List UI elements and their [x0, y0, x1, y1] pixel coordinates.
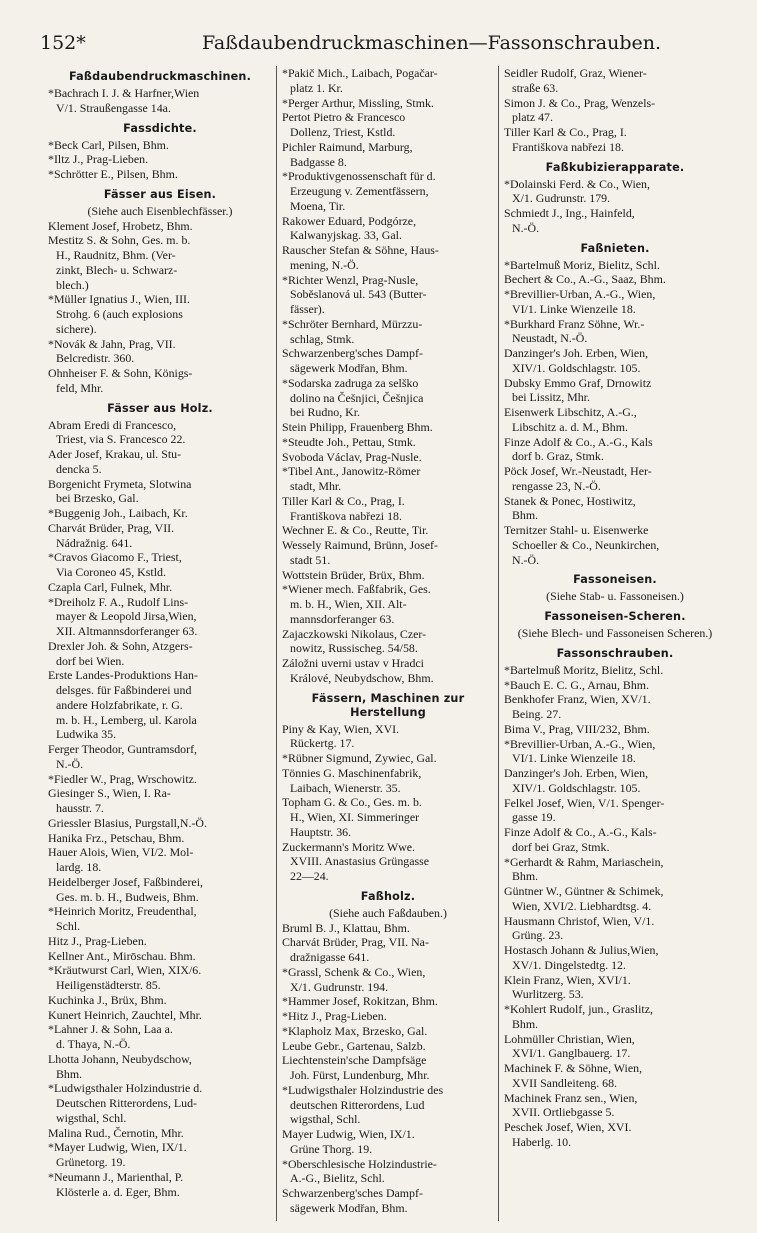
section-note: (Siehe auch Faßdauben.)	[329, 905, 447, 920]
directory-entry-line: Hauer Alois, Wien, VI/2. Mol-	[48, 845, 194, 860]
directory-entry-line: *Ludwigsthaler Holzindustrie d.	[48, 1081, 203, 1096]
directory-entry-line: *Steudte Joh., Pettau, Stmk.	[282, 434, 416, 449]
directory-entry-line: Zuckermann's Moritz Wwe.	[282, 839, 416, 854]
directory-entry-line: Pöck Josef, Wr.-Neustadt, Her-	[504, 464, 652, 478]
directory-entry-line: Stanek & Ponec, Hostiwitz,	[504, 493, 636, 508]
directory-entry-line: Belcredistr. 360.	[56, 351, 135, 366]
directory-entry-line: delsges. für Faßbinderei und	[56, 683, 192, 697]
directory-entry-line: Bruml B. J., Klattau, Bhm.	[282, 920, 410, 935]
section-heading: Faßnieten.	[580, 241, 650, 255]
directory-entry-line: d. Thaya, N.-Ö.	[56, 1037, 131, 1051]
directory-entry-line: *Grassl, Schenk & Co., Wien,	[282, 964, 426, 979]
directory-entry-line: bei Brzesko, Gal.	[56, 491, 139, 506]
directory-entry-line: sichere).	[56, 321, 97, 336]
directory-entry-line: Finze Adolf & Co., A.-G., Kals-	[504, 825, 657, 839]
directory-entry-line: Soběslanová ul. 543 (Butter-	[290, 287, 427, 302]
directory-entry-line: XIV/1. Goldschlagstr. 105.	[512, 780, 641, 795]
directory-entry-line: *Oberschlesische Holzindustrie-	[282, 1156, 437, 1171]
directory-entry-line: Schmiedt J., Ing., Hainfeld,	[504, 206, 635, 220]
directory-entry-line: rengasse 23, N.-Ö.	[512, 478, 601, 493]
directory-entry-line: *Tibel Ant., Janowitz-Römer	[282, 464, 421, 479]
directory-entry-line: *Brevillier-Urban, A.-G., Wien,	[504, 736, 656, 751]
directory-entry-line: straße 63.	[512, 80, 559, 95]
directory-entry-line: *Müller Ignatius J., Wien, III.	[48, 292, 190, 307]
directory-entry-line: Erste Landes-Produktions Han-	[48, 668, 198, 683]
directory-entry-line: Wurlitzerg. 53.	[512, 987, 584, 1002]
directory-entry-line: Danzinger's Joh. Erben, Wien,	[504, 346, 649, 360]
directory-entry-line: XVII. Ortliebgasse 5.	[512, 1105, 615, 1120]
page-header	[40, 32, 730, 62]
directory-entry-line: Schwarzenberg'sches Dampf-	[282, 1186, 423, 1200]
directory-entry-line: Rauscher Stefan & Söhne, Haus-	[282, 243, 439, 257]
directory-entry-line: Badgasse 8.	[290, 154, 347, 169]
directory-entry-line: *Novák & Jahn, Prag, VII.	[48, 336, 176, 351]
directory-entry-line: mayer & Leopold Jirsa,Wien,	[56, 609, 197, 624]
directory-entry-line: *Produktivgenossenschaft für d.	[282, 169, 436, 184]
directory-entry-line: *Perger Arthur, Missling, Stmk.	[282, 95, 434, 110]
column-2	[276, 66, 498, 1221]
directory-entry-line: Klösterle a. d. Eger, Bhm.	[56, 1184, 180, 1199]
directory-entry-line: *Bartelmuß Moriz, Bielitz, Schl.	[504, 257, 660, 272]
directory-entry-line: stadt, Mhr.	[290, 479, 342, 493]
directory-entry-line: *Bartelmuß Moritz, Bielitz, Schl.	[504, 662, 664, 677]
directory-entry-line: Abram Eredi di Francesco,	[48, 417, 177, 432]
directory-entry-line: Griessler Blasius, Purgstall,N.-Ö.	[48, 815, 207, 830]
section-heading: Fässern, Maschinen zur Herstellung	[311, 691, 465, 719]
directory-entry-line: *Rübner Sigmund, Zywiec, Gal.	[282, 751, 437, 765]
directory-entry-line: Giesinger S., Wien, I. Ra-	[48, 786, 171, 801]
directory-entry-line: *Dolainski Ferd. & Co., Wien,	[504, 176, 650, 191]
directory-entry-line: Františkova nabřezi 18.	[290, 508, 402, 523]
directory-entry-line: XII. Altmannsdorferanger 63.	[56, 624, 198, 638]
directory-entry-line: Králové, Neubydschow, Bhm.	[290, 670, 434, 685]
directory-entry-line: dencka 5.	[56, 461, 102, 476]
directory-entry-line: *Hitz J., Prag-Lieben.	[282, 1009, 387, 1023]
directory-entry-line: Czapla Carl, Fulnek, Mhr.	[48, 579, 173, 594]
directory-entry-line: fässer).	[290, 302, 325, 316]
directory-entry-line: Stein Philipp, Frauenberg Bhm.	[282, 420, 433, 434]
section-heading: Fassoneisen-Scheren.	[544, 610, 686, 623]
directory-entry-line: Záložni uverni ustav v Hradci	[282, 656, 424, 670]
directory-entry-line: Tönnies G. Maschinenfabrik,	[282, 765, 422, 780]
directory-entry-line: Pertot Pietro & Francesco	[282, 110, 406, 125]
directory-entry-line: Via Coroneo 45, Kstld.	[56, 565, 166, 579]
directory-entry-line: Bhm.	[512, 1016, 539, 1031]
directory-entry-line: Schoeller & Co., Neunkirchen,	[512, 537, 660, 552]
directory-entry-line: *Buggenig Joh., Laibach, Kr.	[48, 506, 188, 520]
directory-entry-line: Heidelberger Josef, Faßbinderei,	[48, 874, 203, 889]
directory-entry-line: Pichler Raimund, Marburg,	[282, 139, 413, 154]
directory-entry-line: dolino na Češnjici, Češnjica	[290, 390, 424, 405]
directory-entry-line: *Kräutwurst Carl, Wien, XIX/6.	[48, 963, 202, 978]
directory-entry-line: Wottstein Brüder, Brüx, Bhm.	[282, 567, 425, 582]
directory-entry-line: *Dreiholz F. A., Rudolf Lins-	[48, 594, 189, 609]
directory-entry-line: *Kohlert Rudolf, jun., Graslitz,	[504, 1002, 653, 1016]
directory-entry-line: m. b. H., Lemberg, ul. Karola	[56, 712, 197, 727]
directory-entry-line: Klein Franz, Wien, XVI/1.	[504, 972, 631, 987]
section-heading: Faßholz.	[360, 889, 416, 903]
directory-entry-line: Ohnheiser F. & Sohn, Königs-	[48, 366, 193, 380]
column-3	[498, 66, 730, 1221]
directory-entry-line: Peschek Josef, Wien, XVI.	[504, 1120, 632, 1134]
directory-entry-line: X/1. Gudrunstr. 194.	[290, 979, 389, 994]
directory-entry-line: feld, Mhr.	[56, 380, 104, 395]
directory-entry-line: *Neumann J., Marienthal, P.	[48, 1169, 184, 1184]
directory-entry-line: Seidler Rudolf, Graz, Wiener-	[504, 66, 647, 80]
directory-entry-line: *Bachrach I. J. & Harfner,Wien	[48, 86, 200, 100]
directory-entry-line: Lhotta Johann, Neubydschow,	[48, 1051, 192, 1066]
directory-entry-line: *Lahner J. & Sohn, Laa a.	[48, 1022, 173, 1037]
directory-entry-line: N.-Ö.	[56, 756, 84, 771]
directory-entry-line: Hanika Frz., Petschau, Bhm.	[48, 830, 185, 845]
page-number: 152*	[40, 32, 86, 54]
directory-entry-line: *Fiedler W., Prag, Wrschowitz.	[48, 771, 197, 786]
directory-entry-line: Malina Rud., Černotin, Mhr.	[48, 1125, 184, 1140]
directory-entry-line: dražnigasse 641.	[290, 950, 370, 964]
directory-entry-line: XVII Sandleiteng. 68.	[512, 1075, 618, 1090]
directory-entry-line: Lohmüller Christian, Wien,	[504, 1031, 635, 1046]
directory-entry-line: H., Raudnitz, Bhm. (Ver-	[56, 248, 176, 262]
running-title: Faßdaubendruckmaschinen—Fassonschrauben.	[202, 32, 662, 54]
directory-entry-line: Machinek Franz sen., Wien,	[504, 1090, 638, 1105]
directory-entry-line: Dollenz, Triest, Kstld.	[290, 125, 396, 139]
directory-entry-line: Drexler Joh. & Sohn, Atzgers-	[48, 638, 193, 653]
column-1	[44, 66, 276, 1221]
directory-entry-line: 22—24.	[290, 869, 329, 883]
directory-entry-line: lardg. 18.	[56, 860, 102, 874]
directory-entry-line: Hostasch Johann & Julius,Wien,	[504, 943, 659, 957]
section-heading: Fassoneisen.	[573, 573, 657, 587]
directory-entry-line: Charvát Brüder, Prag, VII.	[48, 520, 175, 535]
directory-entry-line: Haberlg. 10.	[512, 1134, 572, 1149]
directory-entry-line: dorf bei Wien.	[56, 653, 125, 668]
directory-entry-line: Tiller Karl & Co., Prag, I.	[504, 125, 627, 139]
directory-entry-line: Kellner Ant., Mirōschau. Bhm.	[48, 948, 196, 963]
directory-entry-line: VI/1. Linke Wienzeile 18.	[512, 301, 636, 316]
directory-entry-line: Eisenwerk Libschitz, A.-G.,	[504, 405, 637, 419]
directory-entry-line: dorf b. Graz, Stmk.	[512, 449, 604, 464]
directory-entry-line: Bima V., Prag, VIII/232, Bhm.	[504, 721, 650, 736]
directory-entry-line: *Pakič Mich., Laibach, Pogačar-	[282, 66, 438, 80]
directory-entry-line: blech.)	[56, 277, 89, 292]
directory-entry-line: N.-Ö.	[512, 552, 540, 567]
directory-entry-line: Ludwika 35.	[56, 727, 117, 742]
directory-entry-line: Neustadt, N.-Ö.	[512, 331, 588, 346]
directory-entry-line: mening, N.-Ö.	[290, 257, 359, 272]
directory-entry-line: Finze Adolf & Co., A.-G., Kals	[504, 434, 653, 449]
directory-entry-line: hausstr. 7.	[56, 801, 104, 815]
directory-entry-line: Františkova nabřezi 18.	[512, 139, 624, 154]
directory-entry-line: XVI/1. Ganglbauerg. 17.	[512, 1046, 631, 1061]
directory-entry-line: Grüng. 23.	[512, 928, 564, 943]
directory-entry-line: Kunert Heinrich, Zauchtel, Mhr.	[48, 1007, 202, 1022]
directory-entry-line: Ader Josef, Krakau, ul. Stu-	[48, 447, 182, 461]
directory-entry-line: *Sodarska zadruga za selško	[282, 375, 419, 390]
section-note: (Siehe Stab- u. Fassoneisen.)	[546, 589, 684, 604]
directory-entry-line: andere Holzfabrikate, r. G.	[56, 697, 183, 712]
directory-entry-line: platz 47.	[512, 110, 553, 125]
directory-entry-line: mannsdorferanger 63.	[290, 611, 395, 626]
directory-entry-line: Bechert & Co., A.-G., Saaz, Bhm.	[504, 272, 666, 287]
directory-entry-line: Wechner E. & Co., Reutte, Tir.	[282, 523, 429, 538]
directory-entry-line: Rückertg. 17.	[290, 736, 355, 751]
directory-entry-line: Grüne Thorg. 19.	[290, 1141, 373, 1156]
directory-entry-line: Deutschen Ritterordens, Lud-	[56, 1096, 197, 1110]
directory-entry-line: bei Lissitz, Mhr.	[512, 390, 590, 405]
directory-entry-line: XVIII. Anastasius Grüngasse	[290, 854, 430, 869]
directory-entry-line: Strohg. 6 (auch explosions	[56, 307, 183, 321]
directory-entry-line: Bhm.	[512, 508, 539, 523]
directory-entry-line: Bhm.	[512, 869, 539, 884]
directory-entry-line: *Hammer Josef, Rokitzan, Bhm.	[282, 994, 438, 1009]
directory-entry-line: A.-G., Bielitz, Schl.	[290, 1171, 385, 1186]
directory-entry-line: *Beck Carl, Pilsen, Bhm.	[48, 137, 169, 152]
directory-entry-line: *Ludwigsthaler Holzindustrie des	[282, 1082, 444, 1097]
directory-entry-line: *Mayer Ludwig, Wien, IX/1.	[48, 1140, 187, 1155]
directory-entry-line: stadt 51.	[290, 552, 331, 567]
directory-entry-line: Hausmann Christof, Wien, V/1.	[504, 913, 655, 928]
directory-entry-line: Tiller Karl & Co., Prag, I.	[282, 493, 405, 508]
directory-entry-line: Nádražnig. 641.	[56, 535, 133, 550]
directory-entry-line: Heiligenstädterstr. 85.	[56, 978, 161, 992]
directory-entry-line: *Bauch E. C. G., Arnau, Bhm.	[504, 677, 649, 692]
directory-entry-line: Wessely Raimund, Brünn, Josef-	[282, 538, 438, 552]
directory-entry-line: schlag, Stmk.	[290, 331, 355, 346]
directory-entry-line: Erzeugung v. Zementfässern,	[290, 184, 429, 198]
section-heading: Fässer aus Eisen.	[103, 187, 217, 201]
directory-entry-line: *Iltz J., Prag-Lieben.	[48, 152, 149, 167]
directory-entry-line: m. b. H., Wien, XII. Alt-	[290, 597, 407, 611]
directory-entry-line: Zajaczkowski Nikolaus, Czer-	[282, 626, 427, 641]
directory-entry-line: H., Wien, XI. Simmeringer	[290, 810, 420, 824]
directory-entry-line: Leube Gebr., Gartenau, Salzb.	[282, 1038, 426, 1053]
directory-entry-line: *Heinrich Moritz, Freudenthal,	[48, 904, 197, 919]
directory-entry-line: wigsthal, Schl.	[290, 1112, 361, 1127]
directory-entry-line: Hitz J., Prag-Lieben.	[48, 933, 147, 948]
directory-entry-line: V/1. Straußengasse 14a.	[56, 100, 171, 115]
directory-entry-line: deutschen Ritterordens, Lud	[290, 1097, 425, 1112]
directory-entry-line: XV/1. Dingelstedtg. 12.	[512, 957, 626, 972]
directory-entry-line: Ges. m. b. H., Budweis, Bhm.	[56, 889, 199, 904]
directory-entry-line: Mestitz S. & Sohn, Ges. m. b.	[48, 233, 191, 248]
directory-entry-line: nowitz, Russischeg. 54/58.	[290, 641, 418, 656]
directory-entry-line: Machinek F. & Söhne, Wien,	[504, 1061, 643, 1075]
directory-entry-line: Joh. Fürst, Lundenburg, Mhr.	[290, 1068, 430, 1082]
directory-entry-line: Liechtenstein'sche Dampfsäge	[282, 1053, 427, 1068]
directory-entry-line: Güntner W., Güntner & Schimek,	[504, 884, 664, 898]
directory-entry-line: Kuchinka J., Brüx, Bhm.	[48, 992, 167, 1007]
directory-entry-line: Bhm.	[56, 1066, 83, 1081]
directory-entry-line: *Klapholz Max, Brzesko, Gal.	[282, 1023, 428, 1038]
directory-entry-line: Rakower Eduard, Podgórze,	[282, 213, 417, 228]
directory-entry-line: Charvát Brüder, Prag, VII. Na-	[282, 935, 429, 950]
directory-entry-line: Schl.	[56, 919, 81, 933]
directory-entry-line: Piny & Kay, Wien, XVI.	[282, 721, 400, 736]
directory-entry-line: Ferger Theodor, Guntramsdorf,	[48, 742, 198, 756]
directory-entry-line: *Schrötter E., Pilsen, Bhm.	[48, 167, 178, 181]
directory-entry-line: Hauptstr. 36.	[290, 824, 352, 839]
directory-entry-line: dorf bei Graz, Stmk.	[512, 839, 610, 854]
directory-columns	[44, 66, 730, 1221]
directory-entry-line: Svoboda Václav, Prag-Nusle.	[282, 449, 422, 464]
directory-entry-line: platz 1. Kr.	[290, 80, 343, 95]
directory-entry-line: Being. 27.	[512, 707, 562, 721]
directory-entry-line: sägewerk Modřan, Bhm.	[290, 361, 408, 375]
directory-entry-line: Felkel Josef, Wien, V/1. Spenger-	[504, 795, 665, 810]
directory-entry-line: gasse 19.	[512, 810, 556, 825]
directory-entry-line: Simon J. & Co., Prag, Wenzels-	[504, 95, 656, 110]
directory-entry-line: Benkhofer Franz, Wien, XV/1.	[504, 692, 651, 707]
directory-entry-line: Ternitzer Stahl- u. Eisenwerke	[504, 523, 649, 537]
directory-entry-line: Wien, XVI/2. Liebhardtsg. 4.	[512, 898, 652, 913]
directory-entry-line: *Burkhard Franz Söhne, Wr.-	[504, 316, 645, 331]
section-heading: Fässer aus Holz.	[107, 401, 213, 415]
directory-entry-line: wigsthal, Schl.	[56, 1110, 127, 1125]
directory-entry-line: Borgenicht Frymeta, Slotwina	[48, 476, 192, 491]
directory-entry-line: *Wiener mech. Faßfabrik, Ges.	[282, 582, 431, 597]
directory-entry-line: Dubsky Emmo Graf, Drnowitz	[504, 375, 652, 390]
directory-entry-line: Klement Josef, Hrobetz, Bhm.	[48, 218, 193, 233]
directory-entry-line: Danzinger's Joh. Erben, Wien,	[504, 766, 649, 780]
section-heading: Faßkubizierapparate.	[545, 160, 685, 174]
directory-entry-line: Moena, Tir.	[290, 198, 346, 213]
directory-entry-line: Kalwanyjskag. 33, Gal.	[290, 228, 402, 243]
directory-entry-line: VI/1. Linke Wienzeile 18.	[512, 751, 636, 766]
section-note: (Siehe auch Eisenblechfässer.)	[87, 203, 233, 218]
directory-entry-line: *Richter Wenzl, Prag-Nusle,	[282, 272, 419, 287]
directory-entry-line: Schwarzenberg'sches Dampf-	[282, 346, 423, 361]
directory-entry-line: Grünetorg. 19.	[56, 1155, 126, 1169]
directory-entry-line: *Brevillier-Urban, A.-G., Wien,	[504, 287, 656, 301]
directory-entry-line: sägewerk Modřan, Bhm.	[290, 1200, 408, 1215]
directory-entry-line: X/1. Gudrunstr. 179.	[512, 191, 611, 206]
directory-entry-line: *Gerhardt & Rahm, Mariaschein,	[504, 854, 664, 869]
directory-entry-line: Triest, via S. Francesco 22.	[56, 432, 186, 447]
directory-entry-line: *Schröter Bernhard, Mürzzu-	[282, 316, 423, 331]
section-heading: Faßdaubendruckmaschinen.	[68, 70, 252, 83]
directory-entry-line: Libschitz a. d. M., Bhm.	[512, 419, 628, 434]
directory-entry-line: Topham G. & Co., Ges. m. b.	[282, 795, 422, 810]
directory-entry-line: N.-Ö.	[512, 220, 540, 235]
section-heading: Fassdichte.	[123, 121, 197, 135]
directory-entry-line: zinkt, Blech- u. Schwarz-	[56, 262, 178, 277]
directory-entry-line: Laibach, Wienerstr. 35.	[290, 780, 401, 795]
directory-entry-line: Mayer Ludwig, Wien, IX/1.	[282, 1127, 415, 1141]
directory-entry-line: *Cravos Giacomo F., Triest,	[48, 550, 182, 565]
section-note: (Siehe Blech- und Fassoneisen Scheren.)	[517, 626, 713, 640]
section-heading: Fassonschrauben.	[556, 646, 674, 660]
directory-entry-line: XIV/1. Goldschlagstr. 105.	[512, 360, 641, 375]
directory-entry-line: bei Rudno, Kr.	[290, 405, 361, 420]
